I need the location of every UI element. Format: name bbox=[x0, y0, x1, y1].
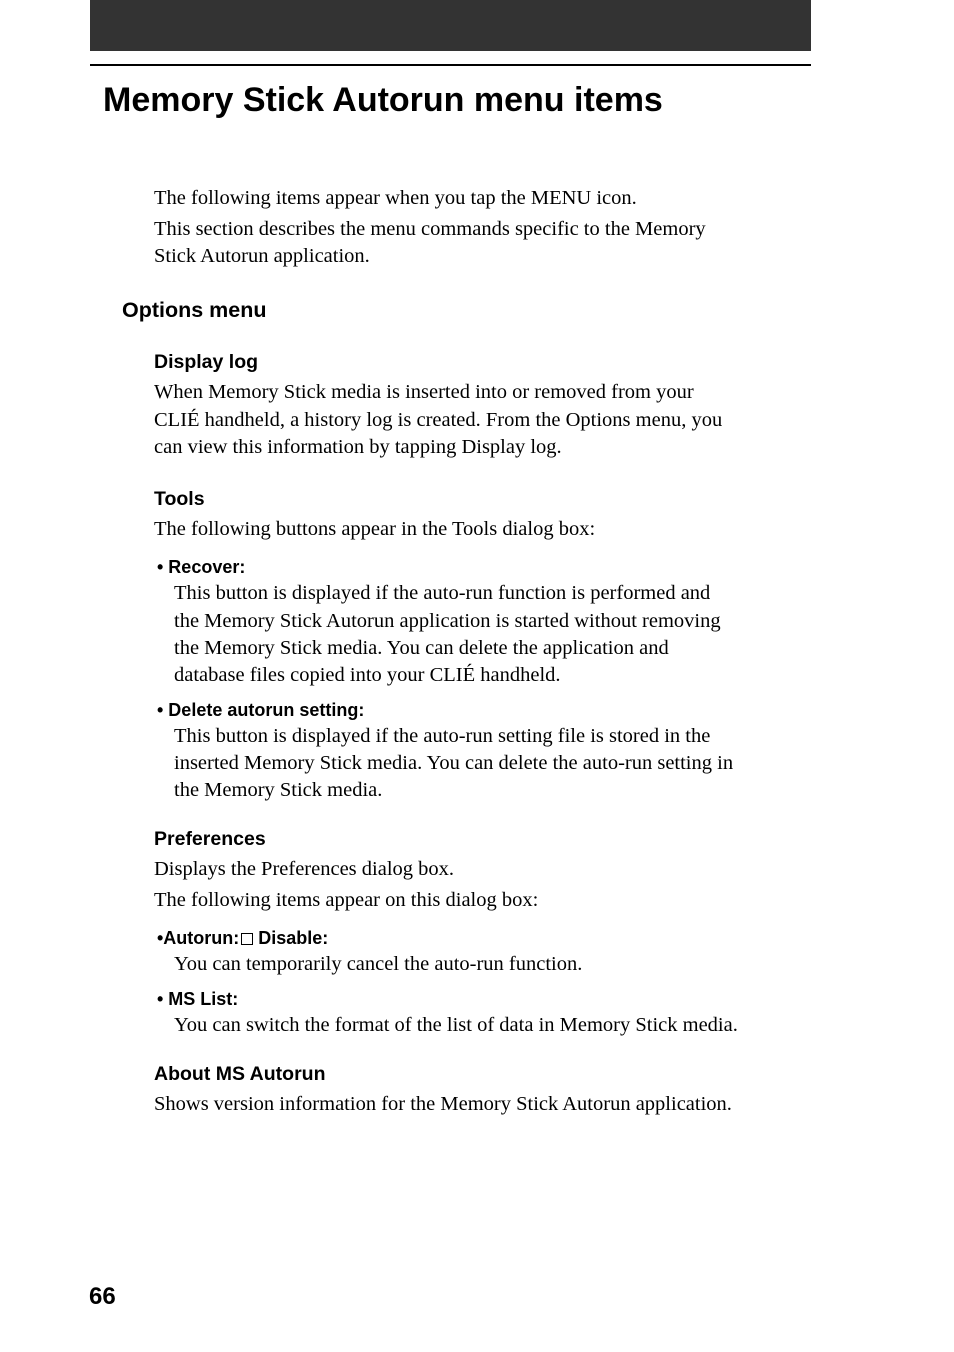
page-title: Memory Stick Autorun menu items bbox=[103, 81, 663, 119]
autorun-label bbox=[157, 926, 328, 950]
autorun-label-prefix: •Autorun: bbox=[157, 928, 240, 948]
intro-line-2: This section describes the menu commands specific to the Memory bbox=[154, 218, 706, 240]
display-log-line-3: can view this information by tapping Display log. bbox=[154, 436, 562, 458]
ms-list-description: You can switch the format of the list of data in Memory Stick media. bbox=[174, 1014, 738, 1036]
intro-line-3: Stick Autorun application. bbox=[154, 245, 370, 267]
display-log-line-1: When Memory Stick media is inserted into or removed from your bbox=[154, 381, 694, 403]
delete-setting-label: • Delete autorun setting: bbox=[157, 700, 365, 720]
about-heading: About MS Autorun bbox=[154, 1063, 326, 1085]
preferences-line-2: The following items appear on this dialog box: bbox=[154, 889, 539, 911]
header-rule bbox=[90, 64, 811, 66]
page-number: 66 bbox=[89, 1283, 116, 1310]
header-bar bbox=[90, 0, 811, 51]
recover-line-3: the Memory Stick media. You can delete the application and bbox=[174, 637, 669, 659]
delete-setting-line-3: the Memory Stick media. bbox=[174, 779, 383, 801]
display-log-line-2: CLIÉ handheld, a history log is created. From the Options menu, you bbox=[154, 409, 723, 431]
tools-intro: The following buttons appear in the Tools dialog box: bbox=[154, 518, 596, 540]
delete-setting-line-1: This button is displayed if the auto-run setting file is stored in the bbox=[174, 725, 711, 747]
intro-line-1: The following items appear when you tap the MENU icon. bbox=[154, 187, 637, 209]
checkbox-icon bbox=[241, 933, 253, 945]
recover-line-2: the Memory Stick Autorun application is started without removing bbox=[174, 610, 721, 632]
autorun-label-suffix: Disable: bbox=[258, 928, 329, 948]
preferences-line-1: Displays the Preferences dialog box. bbox=[154, 858, 455, 880]
options-menu-heading: Options menu bbox=[122, 298, 267, 322]
autorun-description: You can temporarily cancel the auto-run function. bbox=[174, 953, 583, 975]
recover-line-4: database files copied into your CLIÉ handheld. bbox=[174, 664, 561, 686]
display-log-heading: Display log bbox=[154, 351, 259, 373]
ms-list-label: • MS List: bbox=[157, 989, 239, 1009]
about-description: Shows version information for the Memory Stick Autorun application. bbox=[154, 1093, 732, 1115]
tools-heading: Tools bbox=[154, 488, 205, 510]
recover-line-1: This button is displayed if the auto-run function is performed and bbox=[174, 582, 711, 604]
delete-setting-line-2: inserted Memory Stick media. You can delete the auto-run setting in bbox=[174, 752, 734, 774]
preferences-heading: Preferences bbox=[154, 828, 266, 850]
recover-label: • Recover: bbox=[157, 557, 246, 577]
